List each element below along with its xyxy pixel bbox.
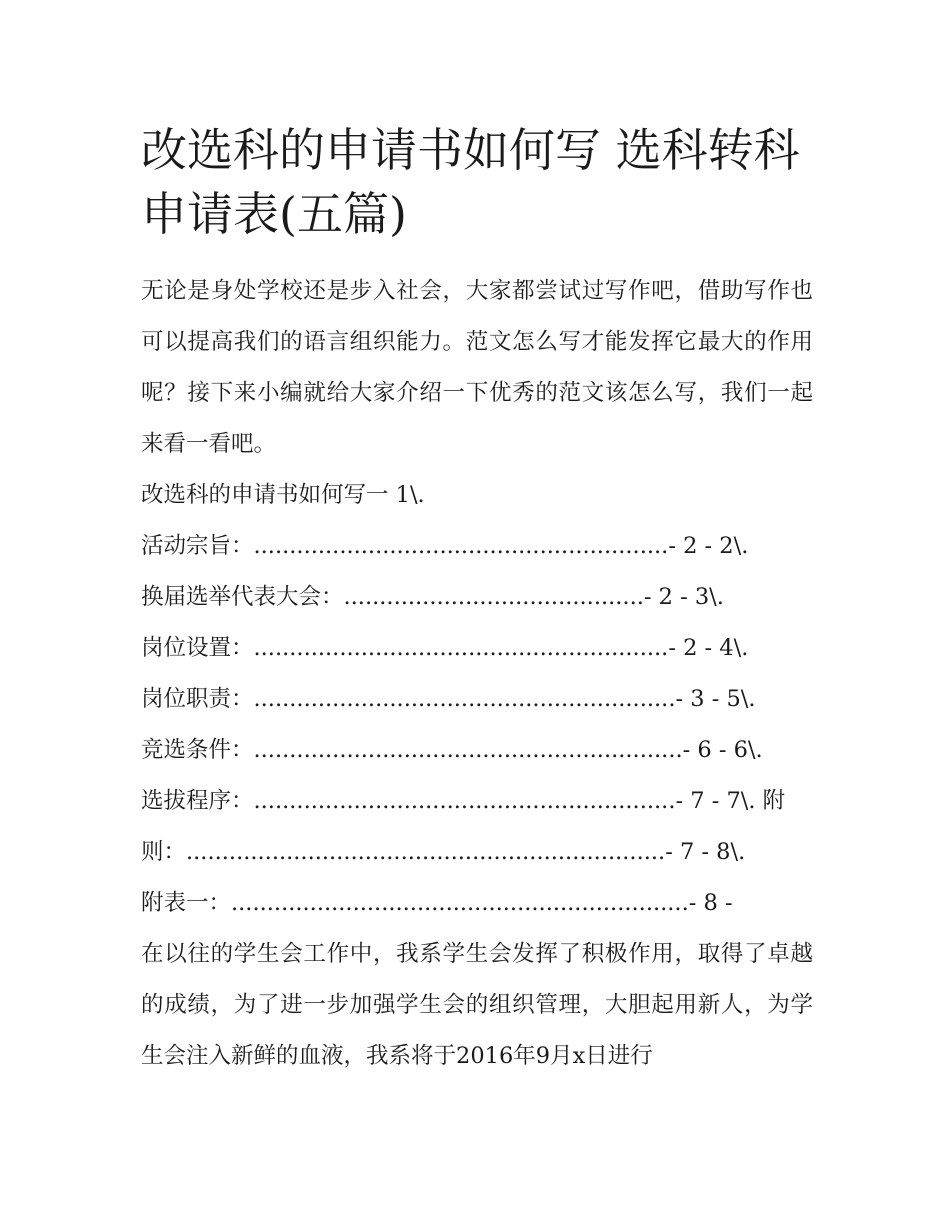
toc-line: 换届选举代表大会：..........................................- 2 - 3\. (141, 584, 724, 610)
toc-line: 选拔程序：...........................................................- 7 - 7\. 附 (141, 788, 786, 814)
toc-line: 活动宗旨：..........................................................- 2 - 2\. (141, 533, 749, 559)
toc-line: 竞选条件：............................................................- 6 - 6\. (141, 737, 763, 763)
toc-line: 则：...................................................................- 7 - 8\. (141, 839, 746, 865)
document-page (141, 118, 813, 1082)
table-of-contents (141, 470, 813, 929)
toc-line: 岗位设置：..........................................................- 2 - 4\. (141, 635, 749, 661)
toc-line: 附表一：................................................................- 8 - (141, 890, 733, 916)
body-paragraph: 在以往的学生会工作中，我系学生会发挥了积极作用，取得了卓越的成绩，为了进一步加强学生会的组织管理，大胆起用新人，为学生会注入新鲜的血液，我系将于2016年9月x日进行 (141, 941, 813, 1069)
document-title: 改选科的申请书如何写 选科转科申请表(五篇) (141, 123, 800, 241)
toc-line: 改选科的申请书如何写一 1\. (141, 482, 425, 508)
toc-line: 岗位职责：...........................................................- 3 - 5\. (141, 686, 756, 712)
intro-paragraph: 无论是身处学校还是步入社会，大家都尝试过写作吧，借助写作也可以提高我们的语言组织能力。范文怎么写才能发挥它最大的作用呢？接下来小编就给大家介绍一下优秀的范文该怎么写，我们一起来看一看吧。 (141, 278, 813, 457)
